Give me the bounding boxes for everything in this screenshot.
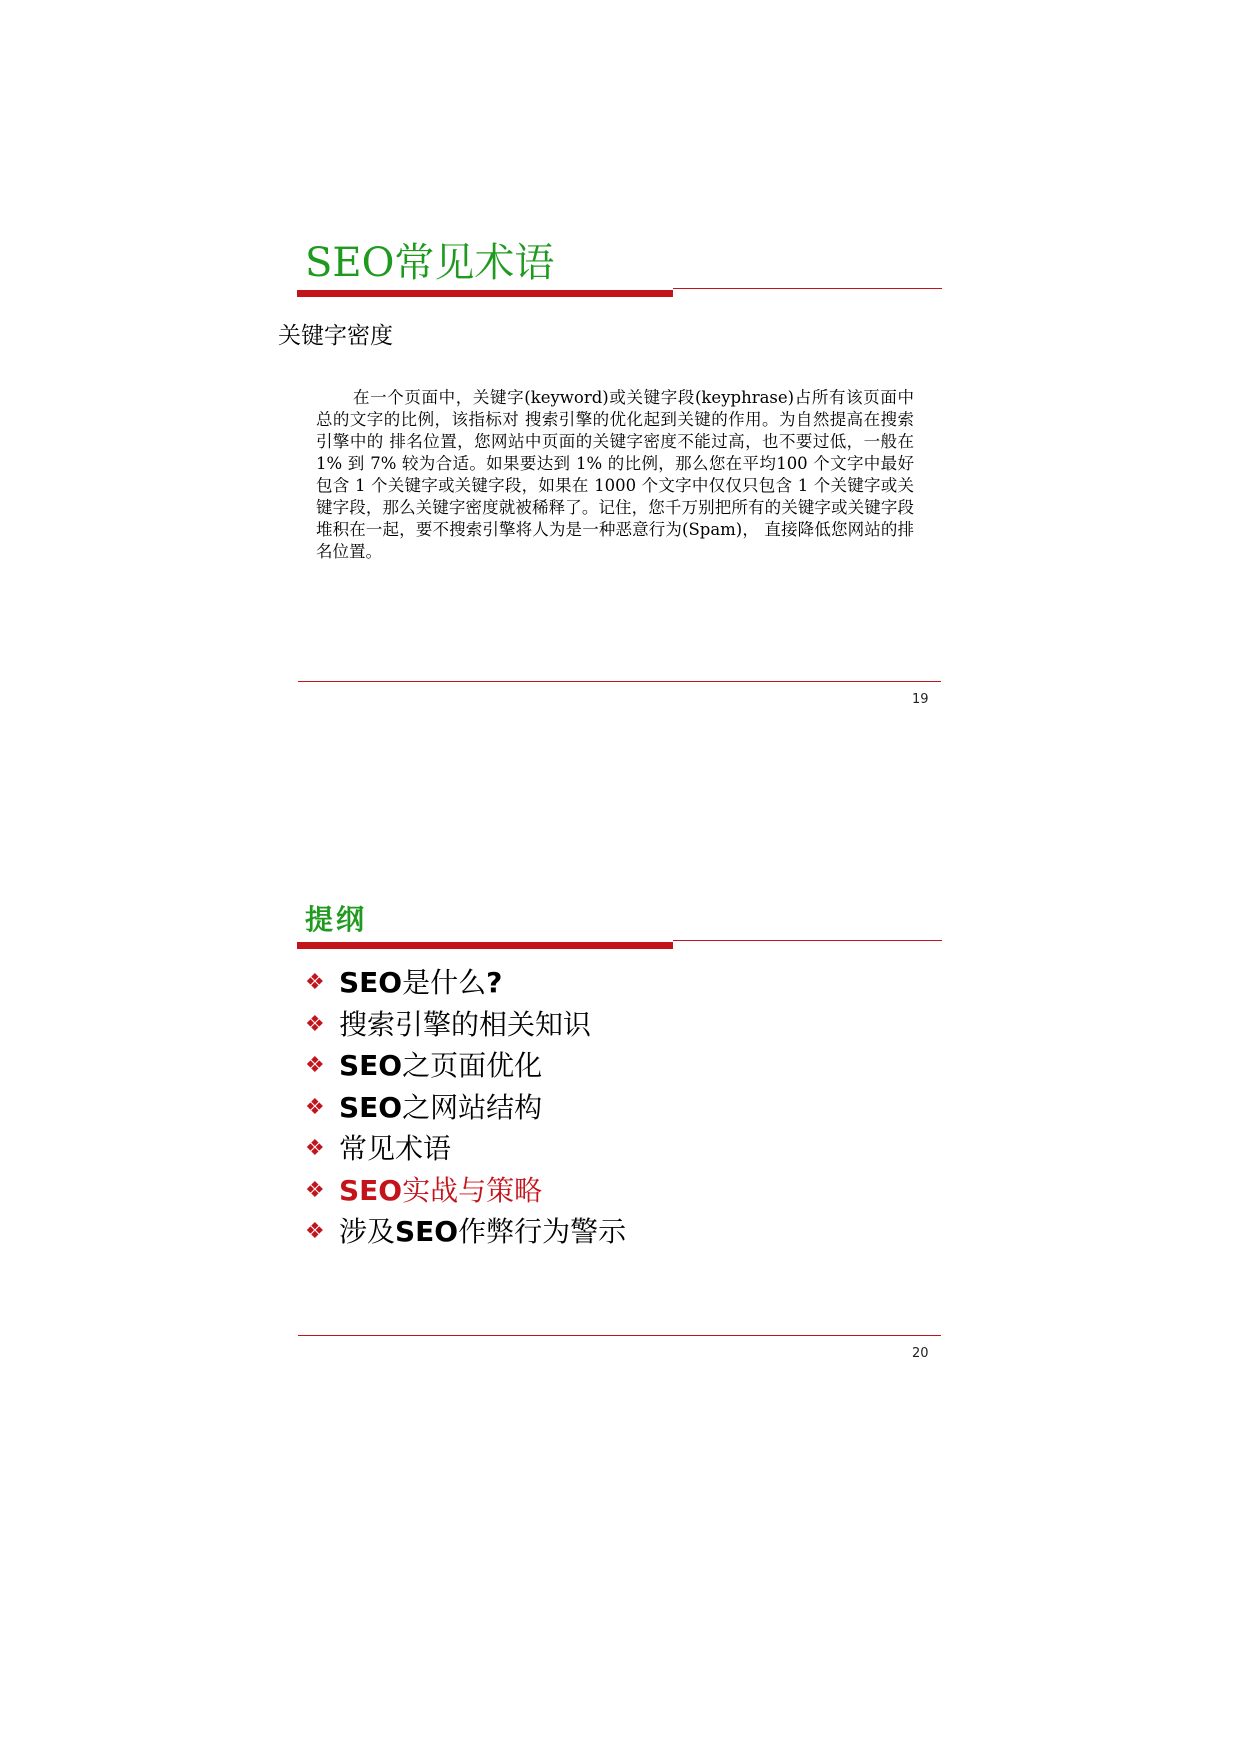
diamond-bullet-icon: ❖ [305, 1177, 325, 1203]
body-paragraph: 在一个页面中，关键字(keyword)或关键字段(keyphrase)占所有该页面中总的文字的比例，该指标对 搜索引擎的优化起到关键的作用。为自然提高在搜索引擎中的 排名位置，您网站中页面的关键字密度不能过高，也不要过低，一般在 1% 到 7% 较为合适。如果要达到 1% 的比例，那么您在平均100 个文字中最好包含 1 个关键字或关键字段，如果在 1000 个文字中仅仅只包含 1 个关键字或关键字段，那么关键字密度就被稀释了。记住，您千万别把所有的关键字或关键字段堆积在一起，要不搜索引擎将人为是一种恶意行为(Spam)， 直接降低您网站的排名位置。 [316, 388, 914, 561]
title-rule [673, 288, 942, 289]
diamond-bullet-icon: ❖ [305, 1094, 325, 1120]
section-subtitle: 关键字密度 [278, 323, 393, 349]
outline-item-active: ❖ SEO 实战与策略 [305, 1170, 626, 1212]
outline-item: ❖ SEO 之网站结构 [305, 1087, 626, 1129]
footer-rule [298, 681, 941, 682]
page-number: 20 [912, 1346, 929, 1361]
footer-rule [298, 1335, 941, 1336]
outline-item: ❖ 常见术语 [305, 1128, 626, 1170]
title-rule [673, 940, 942, 941]
diamond-bullet-icon: ❖ [305, 1219, 325, 1244]
outline-item: ❖ 涉及 SEO 作弊行为警示 [305, 1211, 626, 1253]
title-accent-bar [297, 290, 673, 297]
diamond-bullet-icon: ❖ [305, 1011, 325, 1037]
outline-item: ❖ 搜索引擎的相关知识 [305, 1004, 626, 1046]
slide-title: 提纲 [305, 903, 368, 936]
outline-list [305, 962, 626, 1253]
diamond-bullet-icon: ❖ [305, 1136, 325, 1161]
diamond-bullet-icon: ❖ [305, 970, 325, 995]
diamond-bullet-icon: ❖ [305, 1053, 325, 1078]
title-accent-bar [297, 942, 673, 949]
page-number: 19 [912, 692, 929, 707]
outline-item: ❖ SEO 是什么 ? [305, 962, 626, 1004]
slide-title: SEO常见术语 [305, 240, 555, 286]
outline-item: ❖ SEO 之页面优化 [305, 1045, 626, 1087]
